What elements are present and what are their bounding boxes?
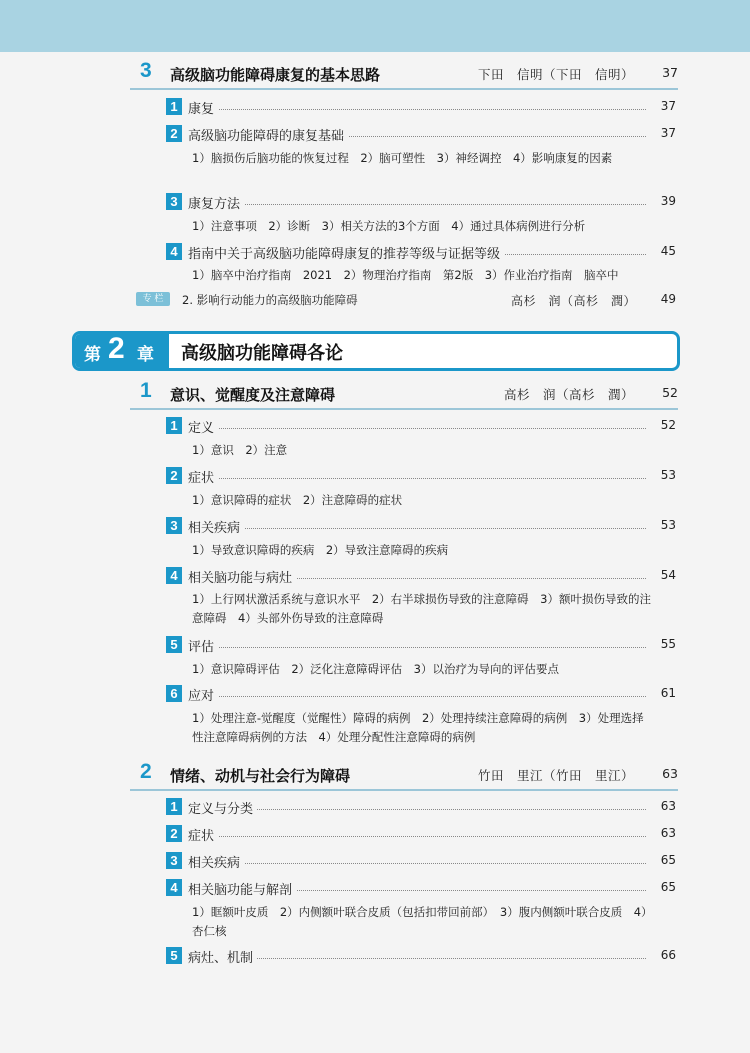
chapter-banner[interactable] (72, 331, 680, 371)
item-number-badge: 1 (166, 417, 182, 434)
subitems-text: 1）意识障碍的症状 2）注意障碍的症状 (192, 493, 403, 507)
toc-item[interactable] (166, 124, 676, 144)
item-page: 63 (660, 799, 676, 813)
subitems-text: 1）注意事项 2）诊断 3）相关方法的3个方面 4）通过具体病例进行分析 (192, 219, 586, 233)
dot-leader (188, 836, 646, 837)
section-page: 37 (662, 65, 678, 80)
item-title: 相关疾病 (188, 517, 244, 536)
item-number-badge: 6 (166, 685, 182, 702)
dot-leader (188, 204, 646, 205)
item-number-badge: 4 (166, 567, 182, 584)
toc-item[interactable] (166, 97, 676, 117)
dot-leader (188, 109, 646, 110)
section-number: 1 (140, 379, 152, 402)
item-number-badge: 2 (166, 825, 182, 842)
section-author: 竹田 里江（竹田 里江） (477, 768, 634, 783)
item-title: 定义与分类 (188, 798, 257, 817)
toc-item[interactable] (166, 516, 676, 536)
item-page: 37 (660, 99, 676, 113)
item-title: 症状 (188, 467, 218, 486)
item-number-badge: 1 (166, 798, 182, 815)
dot-leader (188, 696, 646, 697)
item-title: 评估 (188, 636, 218, 655)
dot-leader (188, 428, 646, 429)
item-title: 症状 (188, 825, 218, 844)
dot-leader (188, 863, 646, 864)
dot-leader (188, 478, 646, 479)
column-title: 2. 影响行动能力的高级脑功能障碍 (182, 293, 358, 307)
top-color-band (0, 0, 750, 52)
chapter-title: 高级脑功能障碍各论 (181, 343, 343, 364)
toc-item[interactable] (166, 466, 676, 486)
item-title: 相关疾病 (188, 852, 244, 871)
column-author: 高杉 润（高杉 潤） (510, 294, 636, 308)
item-number-badge: 2 (166, 467, 182, 484)
column-tag: 专 栏 (136, 292, 170, 306)
item-number-badge: 5 (166, 947, 182, 964)
subitems-text: 1）意识 2）注意 (192, 443, 288, 457)
section-number: 2 (140, 760, 152, 783)
item-page: 52 (660, 418, 676, 432)
subitems-text: 1）导致意识障碍的疾病 2）导致注意障碍的疾病 (192, 543, 449, 557)
chapter-suffix: 章 (137, 345, 154, 365)
toc-item[interactable] (166, 416, 676, 436)
item-title: 高级脑功能障碍的康复基础 (188, 125, 348, 144)
chapter-number: 2 (108, 332, 125, 365)
item-number-badge: 3 (166, 517, 182, 534)
section-heading[interactable] (130, 59, 678, 90)
item-page: 63 (660, 826, 676, 840)
item-title: 病灶、机制 (188, 947, 257, 966)
subitems-text: 1）眶额叶皮质 2）内侧额叶联合皮质（包括扣带回前部） 3）腹内侧额叶联合皮质 4）杏仁核 (192, 905, 647, 938)
subitems-text: 1）脑卒中治疗指南 2021 2）物理治疗指南 第2版 3）作业治疗指南 脑卒中 (192, 268, 619, 282)
subitems-text: 1）上行网状激活系统与意识水平 2）右半球损伤导致的注意障碍 3）额叶损伤导致的注意障碍 4）头部外伤导致的注意障碍 (192, 592, 651, 625)
item-page: 66 (660, 948, 676, 962)
item-title: 定义 (188, 417, 218, 436)
section-heading[interactable] (130, 760, 678, 791)
item-title: 指南中关于高级脑功能障碍康复的推荐等级与证据等级 (188, 243, 504, 262)
item-page: 39 (660, 194, 676, 208)
item-page: 65 (660, 880, 676, 894)
toc-item[interactable] (166, 797, 676, 817)
item-page: 53 (660, 468, 676, 482)
item-page: 61 (660, 686, 676, 700)
item-number-badge: 3 (166, 852, 182, 869)
toc-item[interactable] (166, 824, 676, 844)
item-title: 康复方法 (188, 193, 244, 212)
subitems-text: 1）意识障碍评估 2）泛化注意障碍评估 3）以治疗为导向的评估要点 (192, 662, 559, 676)
item-page: 37 (660, 126, 676, 140)
subitems-text: 1）处理注意-觉醒度（觉醒性）障碍的病例 2）处理持续注意障碍的病例 3）处理选择性注意障碍病例的方法 4）处理分配性注意障碍的病例 (192, 711, 644, 744)
subitems-text: 1）脑损伤后脑功能的恢复过程 2）脑可塑性 3）神经调控 4）影响康复的因素 (192, 151, 613, 165)
section-heading[interactable] (130, 379, 678, 410)
section-title: 情绪、动机与社会行为障碍 (170, 767, 351, 785)
dot-leader (188, 528, 646, 529)
toc-item[interactable] (166, 635, 676, 655)
item-page: 55 (660, 637, 676, 651)
item-page: 65 (660, 853, 676, 867)
item-number-badge: 3 (166, 193, 182, 210)
toc-item[interactable] (166, 684, 676, 704)
item-title: 相关脑功能与解剖 (188, 879, 296, 898)
toc-item[interactable] (166, 878, 676, 898)
chapter-label (75, 334, 169, 368)
toc-item[interactable] (166, 851, 676, 871)
section-author: 高杉 润（高杉 潤） (503, 387, 634, 402)
column-page: 49 (660, 292, 676, 306)
toc-item[interactable] (166, 566, 676, 586)
section-title: 高级脑功能障碍康复的基本思路 (170, 66, 381, 84)
dot-leader (188, 647, 646, 648)
section-page: 52 (662, 385, 678, 400)
item-page: 54 (660, 568, 676, 582)
section-page: 63 (662, 766, 678, 781)
toc-item[interactable] (166, 192, 676, 212)
item-number-badge: 4 (166, 243, 182, 260)
toc-item[interactable] (166, 946, 676, 966)
section-author: 下田 信明（下田 信明） (477, 67, 634, 82)
item-title: 相关脑功能与病灶 (188, 567, 296, 586)
item-number-badge: 2 (166, 125, 182, 142)
section-number: 3 (140, 59, 152, 82)
item-number-badge: 5 (166, 636, 182, 653)
item-title: 康复 (188, 98, 218, 117)
toc-item[interactable] (166, 242, 676, 262)
item-number-badge: 1 (166, 98, 182, 115)
section-title: 意识、觉醒度及注意障碍 (170, 386, 336, 404)
item-page: 53 (660, 518, 676, 532)
item-number-badge: 4 (166, 879, 182, 896)
column-entry[interactable] (136, 291, 676, 309)
item-title: 应对 (188, 685, 218, 704)
item-page: 45 (660, 244, 676, 258)
chapter-prefix: 第 (84, 345, 101, 365)
